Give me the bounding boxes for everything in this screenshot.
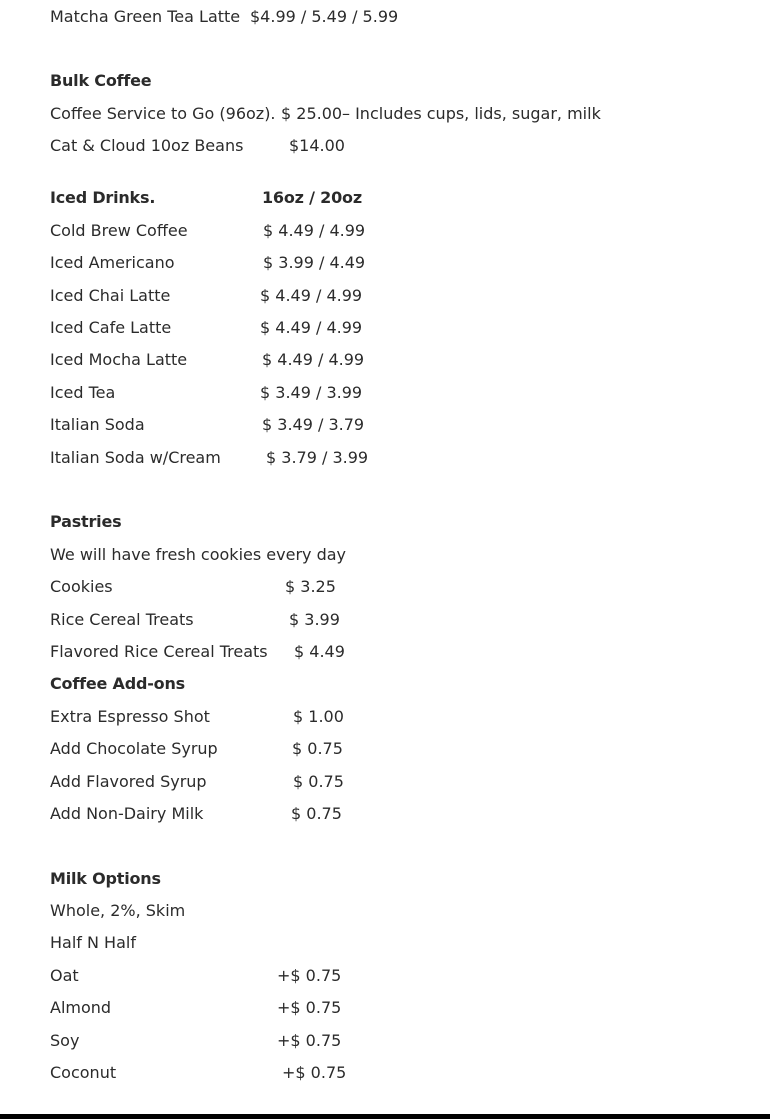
item-name: Almond <box>50 998 112 1017</box>
milk-standard: Half N Half <box>50 933 136 952</box>
item-price: $ 0.75 <box>293 772 344 791</box>
item-name: Iced Chai Latte <box>50 286 171 305</box>
item-price: $ 4.49 <box>294 642 345 661</box>
item-name: Rice Cereal Treats <box>50 610 194 629</box>
item-name: Iced Tea <box>50 383 116 402</box>
item-price: $ 3.25 <box>285 577 336 596</box>
section-heading-pastries: Pastries <box>50 512 122 531</box>
pastries-note: We will have fresh cookies every day <box>50 545 346 564</box>
item-price: $ 3.49 / 3.79 <box>262 415 365 434</box>
item-name: Iced Mocha Latte <box>50 350 188 369</box>
item-name: Coffee Service to Go (96oz). <box>50 104 276 123</box>
item-name: Iced Cafe Latte <box>50 318 172 337</box>
item-price: $ 3.79 / 3.99 <box>266 448 369 467</box>
item-price: $ 4.49 / 4.99 <box>263 221 366 240</box>
item-name: Flavored Rice Cereal Treats <box>50 642 268 661</box>
item-price: $ 1.00 <box>293 707 344 726</box>
item-name: Extra Espresso Shot <box>50 707 210 726</box>
milk-standard: Whole, 2%, Skim <box>50 901 186 920</box>
item-name: Oat <box>50 966 79 985</box>
item-name: Add Non-Dairy Milk <box>50 804 204 823</box>
section-heading-milk-options: Milk Options <box>50 869 161 888</box>
item-price: $ 3.99 / 4.49 <box>263 253 366 272</box>
item-price: $ 25.00 <box>281 104 343 123</box>
item-price: $4.99 / 5.49 / 5.99 <box>250 7 399 26</box>
item-name: Italian Soda <box>50 415 145 434</box>
item-price: $ 0.75 <box>291 804 342 823</box>
page-bottom-rule <box>0 1114 770 1119</box>
item-name: Add Chocolate Syrup <box>50 739 218 758</box>
size-labels: 16oz / 20oz <box>262 188 362 207</box>
item-price: +$ 0.75 <box>277 966 342 985</box>
item-price: +$ 0.75 <box>282 1063 347 1082</box>
item-price: +$ 0.75 <box>277 998 342 1017</box>
item-name: Cookies <box>50 577 113 596</box>
item-name: Iced Americano <box>50 253 175 272</box>
item-price: $ 3.99 <box>289 610 340 629</box>
item-price: $ 3.49 / 3.99 <box>260 383 363 402</box>
item-name: Coconut <box>50 1063 117 1082</box>
item-price: $ 0.75 <box>292 739 343 758</box>
item-price: $14.00 <box>289 136 345 155</box>
item-name: Soy <box>50 1031 80 1050</box>
item-price: $ 4.49 / 4.99 <box>262 350 365 369</box>
section-heading-coffee-addons: Coffee Add-ons <box>50 674 185 693</box>
item-name: Italian Soda w/Cream <box>50 448 221 467</box>
item-price: +$ 0.75 <box>277 1031 342 1050</box>
item-name: Matcha Green Tea Latte <box>50 7 241 26</box>
item-price: $ 4.49 / 4.99 <box>260 318 363 337</box>
item-name: Add Flavored Syrup <box>50 772 207 791</box>
item-name: Cat & Cloud 10oz Beans <box>50 136 244 155</box>
section-heading-bulk-coffee: Bulk Coffee <box>50 71 152 90</box>
item-note: – Includes cups, lids, sugar, milk <box>342 104 601 123</box>
section-title: Iced Drinks. <box>50 188 156 207</box>
item-price: $ 4.49 / 4.99 <box>260 286 363 305</box>
item-name: Cold Brew Coffee <box>50 221 188 240</box>
